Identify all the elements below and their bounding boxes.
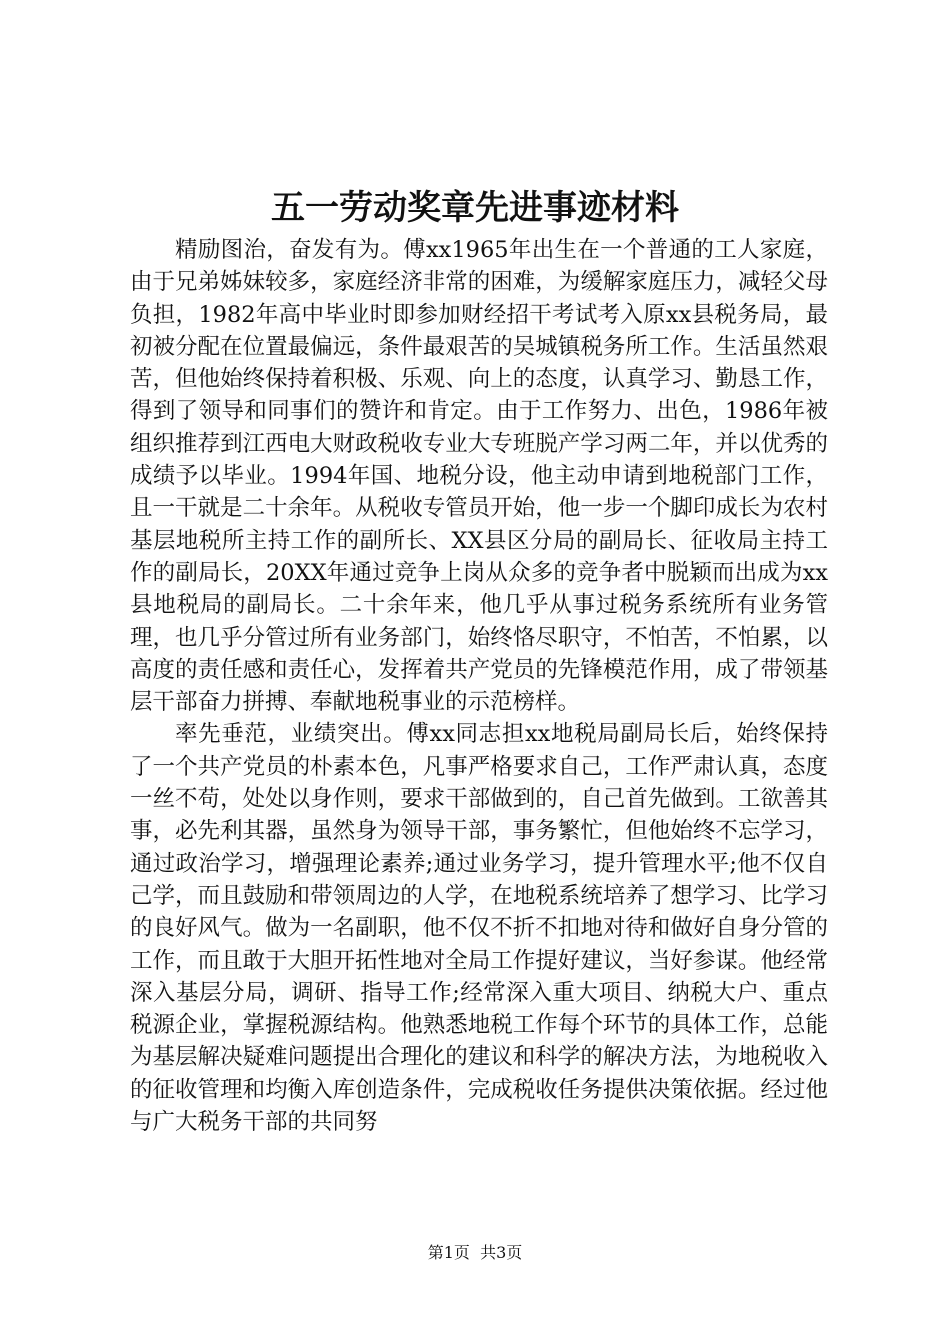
page-footer: 第1页 共3页 [427, 1243, 523, 1262]
paragraph-1: 精励图治，奋发有为。傅xx1965年出生在一个普通的工人家庭，由于兄弟姊妹较多，家庭经济非常的困难，为缓解家庭压力，减轻父母负担，1982年高中毕业时即参加财经招干考试考入原xx县税务局，最初被分配在位置最偏远，条件最艰苦的吴城镇税务所工作。生活虽然艰苦，但他始终保持着积极、乐观、向上的态度，认真学习、勤恳工作，得到了领导和同事们的赞许和肯定。由于工作努力、出色，1986年被组织推荐到江西电大财政税收专业大专班脱产学习两二年，并以优秀的成绩予以毕业。1994年国、地税分设，他主动申请到地税部门工作，且一干就是二十余年。从税收专管员开始，他一步一个脚印成长为农村基层地税所主持工作的副所长、XX县区分局的副局长、征收局主持工作的副局长，20XX年通过竞争上岗从众多的竞争者中脱颖而出成为xx县地税局的副局长。二十余年来，他几乎从事过税务系统所有业务管理，也几乎分管过所有业务部门，始终恪尽职守，不怕苦，不怕累，以高度的责任感和责任心，发挥着共产党员的先锋模范作用，成了带领基层干部奋力拼搏、奉献地税事业的示范榜样。 [130, 237, 828, 716]
document-body [130, 234, 828, 1138]
document-title: 五一劳动奖章先进事迹材料 [271, 188, 679, 228]
paragraph-2: 率先垂范，业绩突出。傅xx同志担xx地税局副局长后，始终保持了一个共产党员的朴素本色，凡事严格要求自己，工作严肃认真，态度一丝不苟，处处以身作则，要求干部做到的，自己首先做到。工欲善其事，必先利其器，虽然身为领导干部，事务繁忙，但他始终不忘学习，通过政治学习，增强理论素养;通过业务学习，提升管理水平;他不仅自己学，而且鼓励和带领周边的人学，在地税系统培养了想学习、比学习的良好风气。做为一名副职，他不仅不折不扣地对待和做好自身分管的工作，而且敢于大胆开拓性地对全局工作提好建议，当好参谋。他经常深入基层分局，调研、指导工作;经常深入重大项目、纳税大户、重点税源企业，掌握税源结构。他熟悉地税工作每个环节的具体工作，总能为基层解决疑难问题提出合理化的建议和科学的解决方法，为地税收入的征收管理和均衡入库创造条件，完成税收任务提供决策依据。经过他与广大税务干部的共同努 [130, 721, 828, 1136]
